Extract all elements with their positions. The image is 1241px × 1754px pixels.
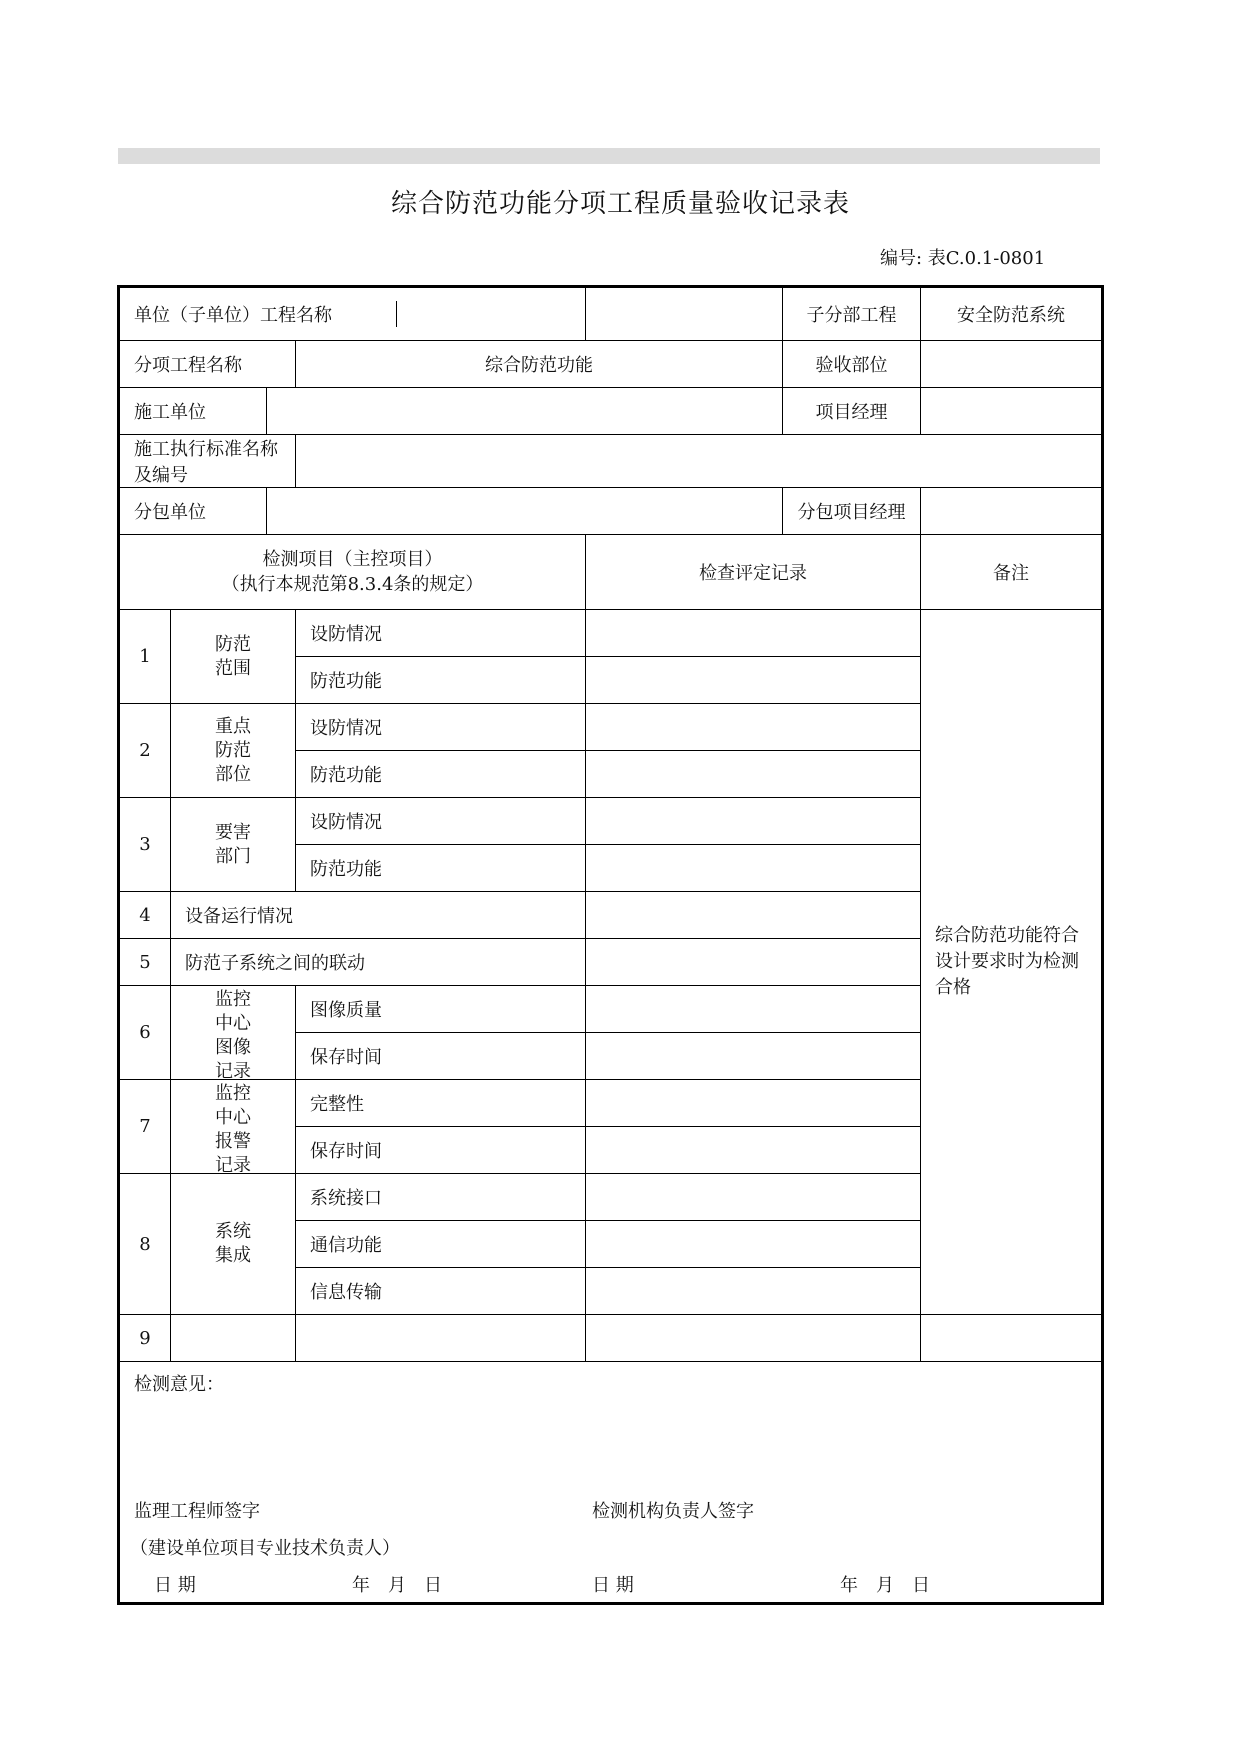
- sub-division-label: 子分部工程: [783, 287, 921, 341]
- row-group-label: 防范 范围: [171, 610, 296, 704]
- record-cell[interactable]: [586, 751, 921, 798]
- item-project-value[interactable]: 综合防范功能: [296, 341, 783, 388]
- sub-manager-value[interactable]: [921, 488, 1103, 535]
- project-manager-value[interactable]: [921, 388, 1103, 435]
- row-item-label: 图像质量: [296, 986, 586, 1033]
- row-group-cell[interactable]: [171, 1315, 296, 1362]
- record-cell[interactable]: [586, 1315, 921, 1362]
- record-header: 检查评定记录: [586, 535, 921, 610]
- project-manager-label: 项目经理: [783, 388, 921, 435]
- row-item-label: 设防情况: [296, 798, 586, 845]
- row-number: 1: [119, 610, 171, 704]
- row-number: 5: [119, 939, 171, 986]
- inspector-sign-label: 检测机构负责人签字: [592, 1501, 754, 1522]
- unit-project-row: [119, 287, 586, 341]
- document-number: 编号: 表C.0.1-0801: [880, 248, 1046, 269]
- sub-division-value[interactable]: 安全防范系统: [921, 287, 1103, 341]
- row-item-label: 防范子系统之间的联动: [171, 939, 586, 986]
- table-row: [119, 1315, 1103, 1362]
- row-number: 2: [119, 704, 171, 798]
- supervisor-date-fields[interactable]: 年 月 日: [352, 1575, 442, 1596]
- row-group-label: 监控 中心 图像 记录: [171, 986, 296, 1080]
- row-group-label: 系统 集成: [171, 1174, 296, 1315]
- record-cell[interactable]: [586, 939, 921, 986]
- acceptance-record-table: [117, 285, 1104, 1605]
- form-title: 综合防范功能分项工程质量验收记录表: [390, 189, 850, 219]
- remark-note: 综合防范功能符合 设计要求时为检测 合格: [921, 610, 1103, 1315]
- subcontractor-label: 分包单位: [119, 488, 267, 535]
- contractor-label: 施工单位: [119, 388, 267, 435]
- standard-label: 施工执行标准名称及编号: [119, 435, 296, 488]
- row-number: 9: [119, 1315, 171, 1362]
- row-group-label: 要害 部门: [171, 798, 296, 892]
- top-divider-bar: [118, 148, 1100, 164]
- unit-project-value-ext[interactable]: [586, 287, 783, 341]
- row-item-label: 保存时间: [296, 1033, 586, 1080]
- record-cell[interactable]: [586, 1033, 921, 1080]
- record-cell[interactable]: [586, 798, 921, 845]
- sub-manager-label: 分包项目经理: [783, 488, 921, 535]
- record-cell[interactable]: [586, 845, 921, 892]
- row-item-label: 信息传输: [296, 1268, 586, 1315]
- subcontractor-value[interactable]: [267, 488, 783, 535]
- record-cell[interactable]: [586, 1080, 921, 1127]
- row-item-cell[interactable]: [296, 1315, 586, 1362]
- row-number: 7: [119, 1080, 171, 1174]
- record-cell[interactable]: [586, 1127, 921, 1174]
- row-item-label: 完整性: [296, 1080, 586, 1127]
- supervisor-date-label: 日 期: [154, 1575, 196, 1596]
- supervisor-sign-label: 监理工程师签字: [134, 1501, 260, 1522]
- record-cell[interactable]: [586, 1221, 921, 1268]
- record-cell[interactable]: [586, 1174, 921, 1221]
- row-item-label: 防范功能: [296, 657, 586, 704]
- acceptance-part-label: 验收部位: [783, 341, 921, 388]
- owner-tech-lead-label: （建设单位项目专业技术负责人）: [130, 1538, 400, 1559]
- record-cell[interactable]: [586, 610, 921, 657]
- record-cell[interactable]: [586, 1268, 921, 1315]
- standard-value[interactable]: [296, 435, 1103, 488]
- row-item-label: 系统接口: [296, 1174, 586, 1221]
- inspector-date-fields[interactable]: 年 月 日: [840, 1575, 930, 1596]
- row-item-label: 设防情况: [296, 610, 586, 657]
- record-cell[interactable]: [586, 657, 921, 704]
- contractor-value[interactable]: [267, 388, 783, 435]
- remark-cell[interactable]: [921, 1315, 1103, 1362]
- inspection-opinion-section: [119, 1362, 1103, 1604]
- unit-project-value[interactable]: [397, 301, 585, 327]
- item-project-label: 分项工程名称: [119, 341, 296, 388]
- table-row: [119, 610, 1103, 657]
- unit-project-label: 单位（子单位）工程名称: [120, 301, 397, 327]
- row-item-label: 通信功能: [296, 1221, 586, 1268]
- row-item-label: 设备运行情况: [171, 892, 586, 939]
- inspection-item-header-line2: （执行本规范第8.3.4条的规定）: [221, 574, 484, 595]
- row-item-label: 防范功能: [296, 751, 586, 798]
- record-cell[interactable]: [586, 704, 921, 751]
- opinion-label: 检测意见：: [134, 1374, 224, 1395]
- inspection-item-header-line1: 检测项目（主控项目）: [262, 549, 443, 570]
- inspector-date-label: 日 期: [592, 1575, 634, 1596]
- row-number: 3: [119, 798, 171, 892]
- row-group-label: 重点 防范 部位: [171, 704, 296, 798]
- record-cell[interactable]: [586, 986, 921, 1033]
- acceptance-part-value[interactable]: [921, 341, 1103, 388]
- inspection-item-header: [119, 535, 586, 610]
- row-number: 4: [119, 892, 171, 939]
- row-item-label: 保存时间: [296, 1127, 586, 1174]
- row-item-label: 设防情况: [296, 704, 586, 751]
- record-cell[interactable]: [586, 892, 921, 939]
- row-number: 6: [119, 986, 171, 1080]
- remark-header: 备注: [921, 535, 1103, 610]
- row-item-label: 防范功能: [296, 845, 586, 892]
- row-group-label: 监控 中心 报警 记录: [171, 1080, 296, 1174]
- row-number: 8: [119, 1174, 171, 1315]
